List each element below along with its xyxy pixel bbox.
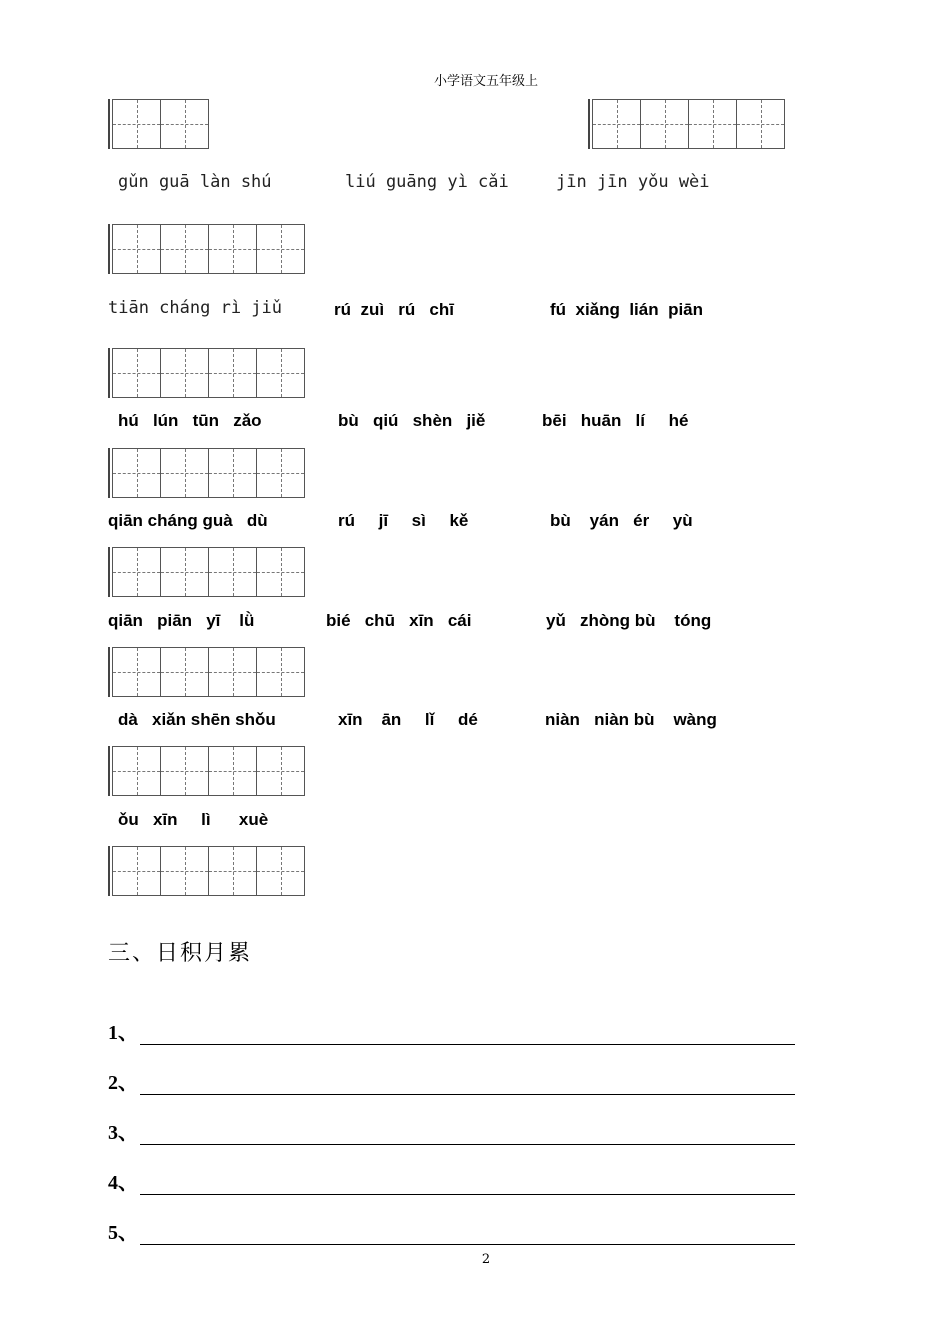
blank-rule [140, 1124, 795, 1145]
pinyin-word: ǒu xīn lì xuè [118, 810, 269, 829]
blank-rule [140, 1074, 795, 1095]
pinyin-word: tiān cháng rì jiǔ [108, 298, 282, 318]
pinyin-word: niàn niàn bù wàng [545, 710, 717, 729]
tianzi-cell[interactable] [209, 647, 257, 697]
tianzi-cell[interactable] [112, 448, 161, 498]
tianzi-cell[interactable] [209, 746, 257, 796]
line-number: 1、 [108, 1022, 138, 1044]
tianzi-cell[interactable] [161, 348, 209, 398]
tianzi-cell[interactable] [257, 846, 305, 896]
tianzi-grid [108, 99, 209, 149]
pinyin-word: dà xiǎn shēn shǒu [118, 710, 276, 729]
tianzi-cell[interactable] [209, 224, 257, 274]
tianzi-cell[interactable] [161, 224, 209, 274]
tianzi-cell[interactable] [161, 99, 209, 149]
pinyin-word: rú zuì rú chī [334, 300, 454, 319]
page-header: 小学语文五年级上 [433, 74, 538, 89]
pinyin-word: xīn ān lǐ dé [338, 710, 478, 729]
tianzi-cell[interactable] [161, 846, 209, 896]
pinyin-word: hú lún tūn zǎo [118, 411, 262, 430]
blank-rule [140, 1174, 795, 1195]
line-number: 5、 [108, 1222, 138, 1244]
pinyin-word: bù yán ér yù [550, 511, 693, 530]
pinyin-word: yǔ zhòng bù tóng [546, 611, 712, 630]
tianzi-cell[interactable] [209, 448, 257, 498]
answer-line[interactable] [108, 1166, 795, 1195]
tianzi-cell[interactable] [257, 348, 305, 398]
tianzi-grid [108, 348, 305, 398]
tianzi-cell[interactable] [209, 547, 257, 597]
line-number: 4、 [108, 1172, 138, 1194]
line-number: 3、 [108, 1122, 138, 1144]
pinyin-word: fú xiǎng lián piān [550, 300, 704, 319]
answer-line[interactable] [108, 1216, 795, 1245]
line-number: 2、 [108, 1072, 138, 1094]
tianzi-cell[interactable] [737, 99, 785, 149]
tianzi-cell[interactable] [257, 547, 305, 597]
tianzi-cell[interactable] [112, 746, 161, 796]
answer-line[interactable] [108, 1016, 795, 1045]
tianzi-grid [108, 224, 305, 274]
tianzi-cell[interactable] [641, 99, 689, 149]
blank-rule [140, 1224, 795, 1245]
tianzi-grid [108, 448, 305, 498]
tianzi-cell[interactable] [112, 647, 161, 697]
tianzi-cell[interactable] [161, 547, 209, 597]
tianzi-grid [588, 99, 785, 149]
tianzi-cell[interactable] [112, 348, 161, 398]
tianzi-cell[interactable] [112, 846, 161, 896]
tianzi-cell[interactable] [161, 746, 209, 796]
section-title: 三、日积月累 [108, 941, 253, 966]
pinyin-word: bù qiú shèn jiě [338, 411, 486, 430]
tianzi-cell[interactable] [257, 224, 305, 274]
tianzi-cell[interactable] [257, 647, 305, 697]
tianzi-grid [108, 846, 305, 896]
tianzi-grid [108, 746, 305, 796]
pinyin-word: qiān cháng guà dù [108, 511, 268, 530]
tianzi-grid [108, 647, 305, 697]
answer-line[interactable] [108, 1116, 795, 1145]
answer-line[interactable] [108, 1066, 795, 1095]
tianzi-cell[interactable] [112, 224, 161, 274]
tianzi-cell[interactable] [112, 547, 161, 597]
tianzi-grid [108, 547, 305, 597]
tianzi-cell[interactable] [209, 846, 257, 896]
tianzi-cell[interactable] [592, 99, 641, 149]
page-number: 2 [481, 1252, 491, 1267]
pinyin-word: bié chū xīn cái [326, 611, 472, 630]
pinyin-word: rú jī sì kě [338, 511, 469, 530]
pinyin-word: qiān piān yī lǜ [108, 611, 255, 630]
tianzi-cell[interactable] [161, 647, 209, 697]
pinyin-word: liú guāng yì cǎi [345, 172, 509, 192]
tianzi-cell[interactable] [689, 99, 737, 149]
blank-rule [140, 1024, 795, 1045]
pinyin-word: gǔn guā làn shú [118, 172, 272, 192]
tianzi-cell[interactable] [161, 448, 209, 498]
tianzi-cell[interactable] [209, 348, 257, 398]
tianzi-cell[interactable] [257, 448, 305, 498]
pinyin-word: bēi huān lí hé [542, 411, 689, 430]
pinyin-word: jīn jīn yǒu wèi [556, 172, 710, 192]
tianzi-cell[interactable] [112, 99, 161, 149]
tianzi-cell[interactable] [257, 746, 305, 796]
